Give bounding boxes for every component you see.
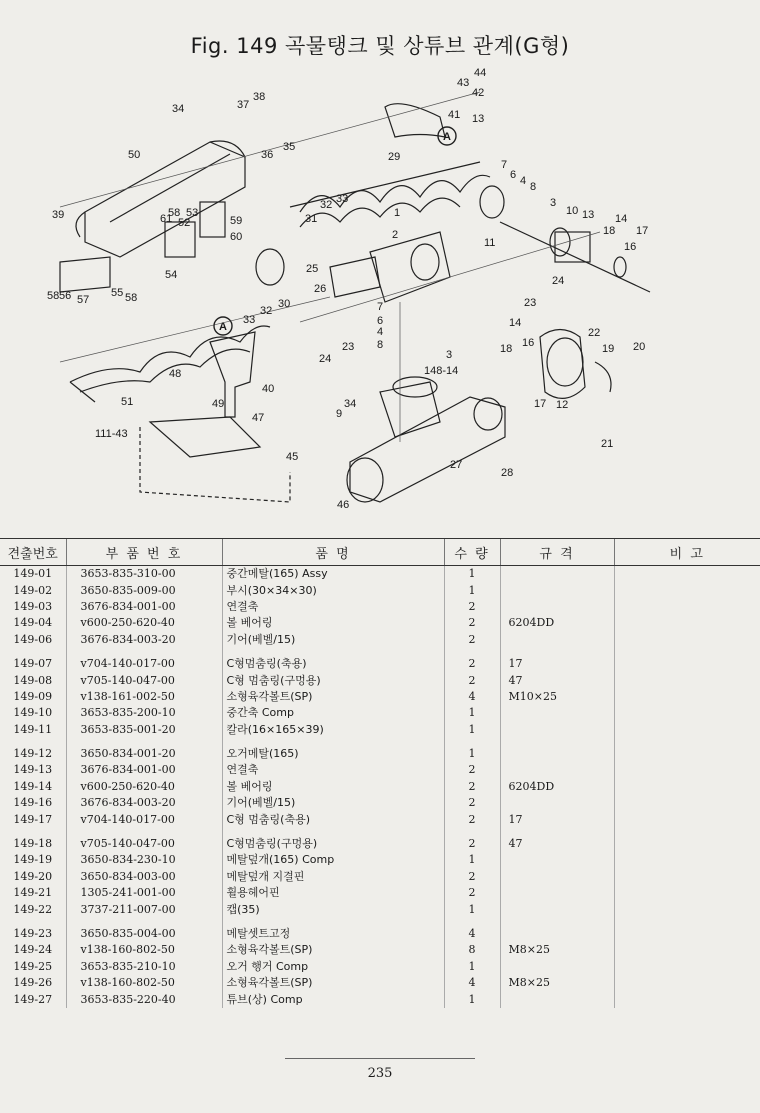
remarks-cell — [614, 959, 760, 975]
callout-16a: 16 — [624, 241, 637, 253]
table-row — [0, 599, 760, 615]
callout-34b: 34 — [344, 398, 357, 410]
callout-38: 38 — [253, 91, 266, 103]
callout-58a: 58 — [168, 207, 181, 219]
callout-51: 51 — [121, 396, 134, 408]
callout-10: 10 — [566, 205, 579, 217]
quantity-cell: 2 — [444, 648, 500, 672]
part-name-cell: 메탈덮개 지결핀 — [222, 869, 444, 885]
table-row — [0, 795, 760, 811]
remarks-cell — [614, 828, 760, 852]
part-number-cell: 3653-835-220-40 — [66, 991, 222, 1007]
ref-no-cell: 149-14 — [13, 779, 53, 793]
spec-cell — [500, 566, 614, 583]
remarks-cell — [614, 599, 760, 615]
remarks-cell — [614, 705, 760, 721]
part-name-cell: 오거 행거 Comp — [222, 959, 444, 975]
callout-47: 47 — [252, 412, 265, 424]
part-name-cell: C형 멈춤링(축용) — [222, 811, 444, 827]
table-row — [0, 582, 760, 598]
quantity-cell: 4 — [444, 975, 500, 991]
spec-cell — [500, 738, 614, 762]
diagram-svg — [0, 62, 760, 532]
ref-no-cell: 149-03 — [13, 599, 53, 613]
callout-55: 55 — [111, 287, 124, 299]
table-row — [0, 959, 760, 975]
quantity-cell: 1 — [444, 705, 500, 721]
callout-46: 46 — [337, 499, 350, 511]
figure-title: Fig. 149 곡물탱크 및 상튜브 관계(G형) — [190, 34, 570, 58]
ref-no-cell: 149-23 — [13, 927, 53, 940]
callout-53: 53 — [186, 207, 199, 219]
table-row — [0, 705, 760, 721]
table-row — [0, 648, 760, 672]
callout-32a: 32 — [320, 199, 333, 211]
table-row — [0, 762, 760, 778]
callout-28: 28 — [501, 467, 514, 479]
spec-cell: M8×25 — [500, 942, 614, 958]
ref-no-cell: 149-16 — [13, 796, 53, 810]
table-row — [0, 566, 760, 583]
part-number-cell: 3653-835-001-20 — [66, 722, 222, 738]
spec-cell — [500, 869, 614, 885]
table-row — [0, 632, 760, 648]
quantity-cell: 1 — [444, 722, 500, 738]
callout-17a: 17 — [636, 225, 649, 237]
spec-cell: 47 — [500, 828, 614, 852]
table-row — [0, 615, 760, 631]
callout-20: 20 — [633, 341, 646, 353]
part-number-cell: v600-250-620-40 — [66, 615, 222, 631]
remarks-cell — [614, 672, 760, 688]
callout-21: 21 — [601, 438, 614, 450]
remarks-cell — [614, 648, 760, 672]
col-header-part-number: 부 품 번 호 — [66, 539, 222, 566]
ref-no-cell: 149-10 — [13, 706, 53, 720]
spec-cell: 6204DD — [500, 615, 614, 631]
callout-16b: 16 — [522, 337, 535, 349]
spec-cell: M10×25 — [500, 689, 614, 705]
callout-6b: 6 — [377, 315, 384, 327]
quantity-cell: 2 — [444, 828, 500, 852]
quantity-cell: 2 — [444, 779, 500, 795]
quantity-cell: 2 — [444, 795, 500, 811]
callout-37: 37 — [237, 99, 250, 111]
remarks-cell — [614, 811, 760, 827]
part-number-cell: v138-160-802-50 — [66, 942, 222, 958]
quantity-cell: 2 — [444, 615, 500, 631]
part-number-cell: v138-160-802-50 — [66, 975, 222, 991]
spec-cell — [500, 722, 614, 738]
callout-39: 39 — [52, 209, 65, 221]
remarks-cell — [614, 779, 760, 795]
ref-no-cell: 149-08 — [13, 673, 53, 687]
callout-24b: 24 — [552, 275, 565, 287]
spec-cell: 17 — [500, 648, 614, 672]
part-name-cell: 기어(베벨/15) — [222, 632, 444, 648]
quantity-cell: 8 — [444, 942, 500, 958]
callout-13a: 13 — [472, 113, 485, 125]
quantity-cell: 2 — [444, 672, 500, 688]
ref-no-cell: 149-11 — [13, 722, 53, 736]
part-name-cell: 볼 베어링 — [222, 779, 444, 795]
callout-111-43: 111-43 — [95, 428, 128, 440]
spec-cell: M8×25 — [500, 975, 614, 991]
callout-7b: 7 — [377, 301, 384, 313]
callout-2: 2 — [392, 229, 399, 241]
callout-4a: 4 — [520, 175, 527, 187]
callout-12: 12 — [556, 399, 569, 411]
table-row — [0, 918, 760, 942]
part-name-cell: 캡(35) — [222, 901, 444, 917]
spec-cell — [500, 705, 614, 721]
part-number-cell: 3653-835-200-10 — [66, 705, 222, 721]
quantity-cell: 1 — [444, 566, 500, 583]
part-number-cell: 3676-834-001-00 — [66, 599, 222, 615]
part-number-cell: 3650-835-004-00 — [66, 918, 222, 942]
spec-cell — [500, 991, 614, 1007]
remarks-cell — [614, 942, 760, 958]
callout-27: 27 — [450, 459, 463, 471]
part-name-cell: 부시(30×34×30) — [222, 582, 444, 598]
ref-no-cell: 149-12 — [13, 747, 53, 761]
callout-4b: 4 — [377, 326, 384, 338]
part-name-cell: 기어(베벨/15) — [222, 795, 444, 811]
quantity-cell: 4 — [444, 918, 500, 942]
callout-43: 43 — [457, 77, 470, 89]
remarks-cell — [614, 852, 760, 868]
table-row — [0, 885, 760, 901]
spec-cell: 17 — [500, 811, 614, 827]
callout-57: 57 — [77, 294, 90, 306]
spec-cell: 6204DD — [500, 779, 614, 795]
ref-no-cell: 149-24 — [13, 943, 53, 957]
remarks-cell — [614, 918, 760, 942]
quantity-cell: 2 — [444, 599, 500, 615]
callout-34a: 34 — [172, 103, 185, 115]
callout-3b: 3 — [446, 349, 453, 361]
spec-cell — [500, 918, 614, 942]
callout-33a: 33 — [336, 193, 349, 205]
callout-14b: 14 — [509, 317, 522, 329]
callout-33b: 33 — [243, 314, 256, 326]
callout-23b: 23 — [524, 297, 537, 309]
callout-18a: 18 — [603, 225, 616, 237]
remarks-cell — [614, 975, 760, 991]
parts-list-table — [0, 538, 760, 1008]
quantity-cell: 1 — [444, 852, 500, 868]
callout-17b: 17 — [534, 398, 547, 410]
table-row — [0, 828, 760, 852]
part-name-cell: 중간축 Comp — [222, 705, 444, 721]
ref-no-cell: 149-25 — [13, 959, 53, 973]
table-row — [0, 811, 760, 827]
remarks-cell — [614, 901, 760, 917]
col-header-spec: 규 격 — [500, 539, 614, 566]
part-name-cell: 연결축 — [222, 762, 444, 778]
ref-no-cell: 149-20 — [13, 869, 53, 883]
table-row — [0, 852, 760, 868]
callout-56: 56 — [59, 290, 72, 302]
callout-49: 49 — [212, 398, 225, 410]
part-number-cell: 3676-834-003-20 — [66, 795, 222, 811]
callout-24a: 24 — [319, 353, 332, 365]
callout-30: 30 — [278, 298, 291, 310]
part-number-cell: 3650-834-230-10 — [66, 852, 222, 868]
remarks-cell — [614, 722, 760, 738]
quantity-cell: 1 — [444, 959, 500, 975]
part-number-cell: 1305-241-001-00 — [66, 885, 222, 901]
quantity-cell: 2 — [444, 811, 500, 827]
table-row — [0, 991, 760, 1007]
callout-58c: 58 — [125, 292, 138, 304]
remarks-cell — [614, 869, 760, 885]
table-row — [0, 738, 760, 762]
part-name-cell: 소형육각볼트(SP) — [222, 689, 444, 705]
part-number-cell: 3650-835-009-00 — [66, 582, 222, 598]
part-name-cell: 칼라(16×165×39) — [222, 722, 444, 738]
part-number-cell: v704-140-017-00 — [66, 811, 222, 827]
ref-no-cell: 149-22 — [13, 902, 53, 916]
spec-cell — [500, 762, 614, 778]
part-number-cell: 3676-834-003-20 — [66, 632, 222, 648]
part-number-cell: 3737-211-007-00 — [66, 901, 222, 917]
part-number-cell: v138-161-002-50 — [66, 689, 222, 705]
callout-26: 26 — [314, 283, 327, 295]
remarks-cell — [614, 762, 760, 778]
ref-no-cell: 149-19 — [13, 853, 53, 867]
spec-cell — [500, 632, 614, 648]
table-row — [0, 722, 760, 738]
callout-22: 22 — [588, 327, 601, 339]
callout-29: 29 — [388, 151, 401, 163]
part-number-cell: 3650-834-001-20 — [66, 738, 222, 762]
callout-A-bottom: A — [219, 321, 227, 333]
table-row — [0, 689, 760, 705]
callout-18b: 18 — [500, 343, 513, 355]
part-name-cell: C형멈춤링(축용) — [222, 648, 444, 672]
callout-41: 41 — [448, 109, 461, 121]
part-name-cell: 소형육각볼트(SP) — [222, 975, 444, 991]
ref-no-cell: 149-06 — [13, 632, 53, 646]
parts-list-body — [0, 566, 760, 1008]
callout-45: 45 — [286, 451, 299, 463]
callout-32b: 32 — [260, 305, 273, 317]
part-name-cell: 중간메탈(165) Assy — [222, 566, 444, 583]
callout-148-14: 148-14 — [424, 365, 459, 377]
quantity-cell: 1 — [444, 901, 500, 917]
callout-60: 60 — [230, 231, 243, 243]
ref-no-cell: 149-26 — [13, 976, 53, 990]
callout-42: 42 — [472, 87, 485, 99]
quantity-cell: 4 — [444, 689, 500, 705]
callout-11: 11 — [484, 237, 496, 249]
callout-54: 54 — [165, 269, 178, 281]
ref-no-cell: 149-07 — [13, 657, 53, 671]
ref-no-cell: 149-04 — [13, 616, 53, 630]
callout-13b: 13 — [582, 209, 595, 221]
remarks-cell — [614, 795, 760, 811]
callout-1: 1 — [394, 207, 401, 219]
ref-no-cell: 149-01 — [13, 567, 53, 581]
quantity-cell: 1 — [444, 582, 500, 598]
spec-cell — [500, 795, 614, 811]
callout-50: 50 — [128, 149, 141, 161]
part-name-cell: 연결축 — [222, 599, 444, 615]
spec-cell — [500, 852, 614, 868]
ref-no-cell: 149-02 — [13, 583, 53, 597]
spec-cell: 47 — [500, 672, 614, 688]
remarks-cell — [614, 582, 760, 598]
spec-cell — [500, 885, 614, 901]
part-number-cell: 3650-834-003-00 — [66, 869, 222, 885]
spec-cell — [500, 599, 614, 615]
ref-no-cell: 149-13 — [13, 763, 53, 777]
callout-25: 25 — [306, 263, 319, 275]
part-name-cell: 볼 베어링 — [222, 615, 444, 631]
ref-no-cell: 149-27 — [13, 992, 53, 1006]
part-name-cell: 튜브(상) Comp — [222, 991, 444, 1007]
part-number-cell: 3653-835-310-00 — [66, 566, 222, 583]
table-header-row — [0, 539, 760, 566]
table-row — [0, 672, 760, 688]
callout-A-top: A — [443, 131, 451, 143]
part-number-cell: 3676-834-001-00 — [66, 762, 222, 778]
remarks-cell — [614, 738, 760, 762]
callout-19: 19 — [602, 343, 615, 355]
quantity-cell: 2 — [444, 762, 500, 778]
col-header-remarks: 비 고 — [614, 539, 760, 566]
quantity-cell: 1 — [444, 991, 500, 1007]
callout-14a: 14 — [615, 213, 628, 225]
remarks-cell — [614, 689, 760, 705]
callout-44: 44 — [474, 67, 487, 79]
callout-58b: 58 — [47, 290, 60, 302]
quantity-cell: 2 — [444, 632, 500, 648]
table-row — [0, 975, 760, 991]
ref-no-cell: 149-09 — [13, 689, 53, 703]
part-name-cell: C형멈춤링(구멍용) — [222, 828, 444, 852]
spec-cell — [500, 901, 614, 917]
part-name-cell: 소형육각볼트(SP) — [222, 942, 444, 958]
quantity-cell: 1 — [444, 738, 500, 762]
callout-61: 61 — [160, 213, 173, 225]
quantity-cell: 2 — [444, 869, 500, 885]
callout-3a: 3 — [550, 197, 557, 209]
part-name-cell: C형 멈춤링(구멍용) — [222, 672, 444, 688]
part-number-cell: v705-140-047-00 — [66, 672, 222, 688]
page-number-rule — [285, 1058, 475, 1059]
page-number: 235 — [367, 1066, 393, 1081]
table-row — [0, 901, 760, 917]
remarks-cell — [614, 885, 760, 901]
part-number-cell: 3653-835-210-10 — [66, 959, 222, 975]
callout-35: 35 — [283, 141, 296, 153]
remarks-cell — [614, 632, 760, 648]
callout-6a: 6 — [510, 169, 517, 181]
part-name-cell: 메탈덮개(165) Comp — [222, 852, 444, 868]
part-number-cell: v704-140-017-00 — [66, 648, 222, 672]
part-name-cell: 메탈셋트고정 — [222, 918, 444, 942]
col-header-quantity: 수 량 — [444, 539, 500, 566]
ref-no-cell: 149-17 — [13, 812, 53, 826]
exploded-parts-diagram — [0, 62, 760, 532]
callout-7a: 7 — [501, 159, 508, 171]
remarks-cell — [614, 615, 760, 631]
callout-8a: 8 — [530, 181, 537, 193]
callout-48: 48 — [169, 368, 182, 380]
callout-52: 52 — [178, 217, 191, 229]
part-number-cell: v705-140-047-00 — [66, 828, 222, 852]
part-number-cell: v600-250-620-40 — [66, 779, 222, 795]
spec-cell — [500, 959, 614, 975]
quantity-cell: 2 — [444, 885, 500, 901]
remarks-cell — [614, 991, 760, 1007]
callout-31: 31 — [305, 213, 318, 225]
table-row — [0, 779, 760, 795]
part-name-cell: 휠용헤어핀 — [222, 885, 444, 901]
table-row — [0, 942, 760, 958]
callout-8b: 8 — [377, 339, 384, 351]
col-header-ref-no: 견출번호 — [0, 539, 66, 566]
callout-59: 59 — [230, 215, 243, 227]
callout-36: 36 — [261, 149, 274, 161]
part-name-cell: 오거메탈(165) — [222, 738, 444, 762]
spec-cell — [500, 582, 614, 598]
ref-no-cell: 149-21 — [13, 886, 53, 900]
callout-9: 9 — [336, 408, 343, 420]
callout-23a: 23 — [342, 341, 355, 353]
callout-40: 40 — [262, 383, 275, 395]
remarks-cell — [614, 566, 760, 583]
col-header-part-name: 품 명 — [222, 539, 444, 566]
table-row — [0, 869, 760, 885]
ref-no-cell: 149-18 — [13, 837, 53, 851]
